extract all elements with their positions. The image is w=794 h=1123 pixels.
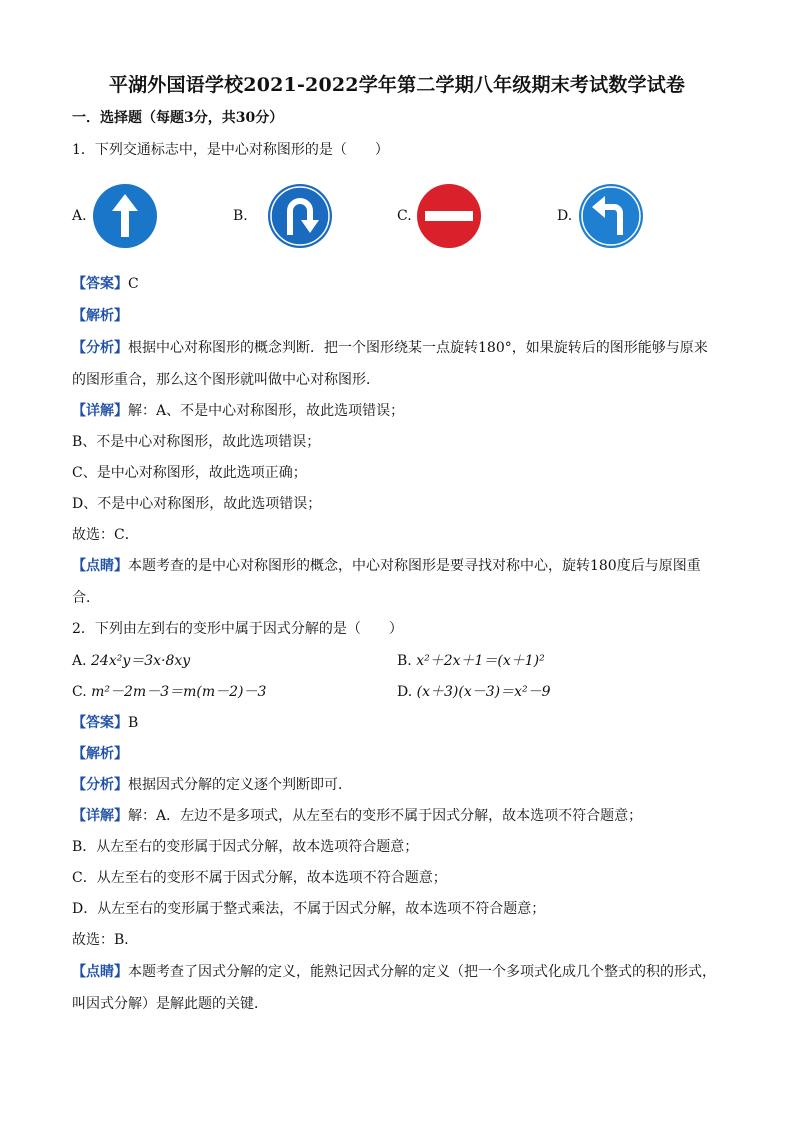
q2-fenxi-line-1 [72,775,352,795]
analysis-tag: 【解析】 [72,308,128,324]
question-2-stem: 2．下列由左到右的变形中属于因式分解的是（ ） [72,621,403,637]
fenxi-tag: 【分析】 [72,777,128,793]
q1-answer: C [128,276,139,292]
answer-tag: 【答案】 [72,276,128,292]
q2-option-b-text: x²＋2x＋1＝(x＋1)² [416,653,545,669]
q1-option-b-label: B. [233,208,248,224]
q2-choose-line: 故选：B． [72,932,139,948]
q2-fenxi-text-1: 根据因式分解的定义逐个判断即可． [128,777,352,793]
q1-fenxi-line-2: 的图形重合，那么这个图形就叫做中心对称图形． [72,372,380,388]
q1-answer-line [72,274,139,294]
fenxi-tag: 【分析】 [72,340,128,356]
straight-ahead-arrow-sign-icon [92,183,158,249]
analysis-tag: 【解析】 [72,746,128,762]
q2-answer: B [128,715,139,731]
q2-option-a-label: A. [72,653,87,669]
q2-dianjing-line-1 [72,962,716,982]
q1-dianjing-line-1 [72,556,701,576]
q2-dianjing-line-2: 叫因式分解）是解此题的关键． [72,996,268,1012]
question-1-stem: 1．下列交通标志中，是中心对称图形的是（ ） [72,142,389,158]
dianjing-tag: 【点睛】 [72,558,128,574]
q2-detail-line-2: B．从左至右的变形属于因式分解，故本选项符合题意； [72,839,419,855]
q1-detail-text-1: 解：A、不是中心对称图形，故此选项错误； [128,403,405,419]
turn-left-arrow-sign-icon [578,183,644,249]
q2-option-d-label: D. [397,684,413,700]
page-title: 平湖外国语学校2021-2022学年第二学期八年级期末考试数学试卷 [108,74,686,96]
detail-tag: 【详解】 [72,808,128,824]
q1-detail-line-2: B、不是中心对称图形，故此选项错误； [72,434,321,450]
q2-detail-line-4: D．从左至右的变形属于整式乘法，不属于因式分解，故本选项不符合题意； [72,901,546,917]
answer-tag: 【答案】 [72,715,128,731]
q2-analysis-heading [72,744,128,764]
q1-fenxi-line-1 [72,338,708,358]
q2-option-b [397,651,545,671]
q2-option-d-text: (x＋3)(x－3)＝x²－9 [416,684,551,700]
q2-option-c [72,682,266,702]
q1-detail-line-1 [72,401,404,421]
q2-option-a-text: 24x²y＝3x·8xy [91,653,191,669]
q1-detail-line-3: C、是中心对称图形，故此选项正确； [72,465,307,481]
u-turn-arrow-sign-icon [267,183,333,249]
q2-option-b-label: B. [397,653,412,669]
q1-dianjing-line-2: 合． [72,590,100,606]
q2-detail-line-3: C．从左至右的变形不属于因式分解，故本选项不符合题意； [72,870,447,886]
section-heading: 一．选择题（每题3分，共30分） [72,110,284,126]
q2-option-c-text: m²－2m－3＝m(m－2)－3 [91,684,267,700]
q1-detail-line-4: D、不是中心对称图形，故此选项错误； [72,496,322,512]
dianjing-tag: 【点睛】 [72,964,128,980]
q2-dianjing-text-1: 本题考查了因式分解的定义，能熟记因式分解的定义（把一个多项式化成几个整式的积的形式， [128,964,716,980]
q1-option-c-label: C. [397,208,412,224]
q2-answer-line [72,713,138,733]
q2-detail-text-1: 解：A．左边不是多项式，从左至右的变形不属于因式分解，故本选项不符合题意； [128,808,643,824]
q2-detail-line-1 [72,806,642,826]
q2-option-d [397,682,551,702]
detail-tag: 【详解】 [72,403,128,419]
q1-option-d-label: D. [557,208,573,224]
q2-option-a [72,651,190,671]
q1-choose-line: 故选：C． [72,527,139,543]
no-entry-sign-icon [416,183,482,249]
q1-fenxi-text-1: 根据中心对称图形的概念判断．把一个图形绕某一点旋转180°，如果旋转后的图形能够与原来 [128,340,708,356]
q1-option-a-label: A. [72,208,87,224]
q1-dianjing-text-1: 本题考查的是中心对称图形的概念，中心对称图形是要寻找对称中心，旋转180度后与原图重 [128,558,701,574]
q2-option-c-label: C. [72,684,87,700]
q1-analysis-heading [72,306,128,326]
